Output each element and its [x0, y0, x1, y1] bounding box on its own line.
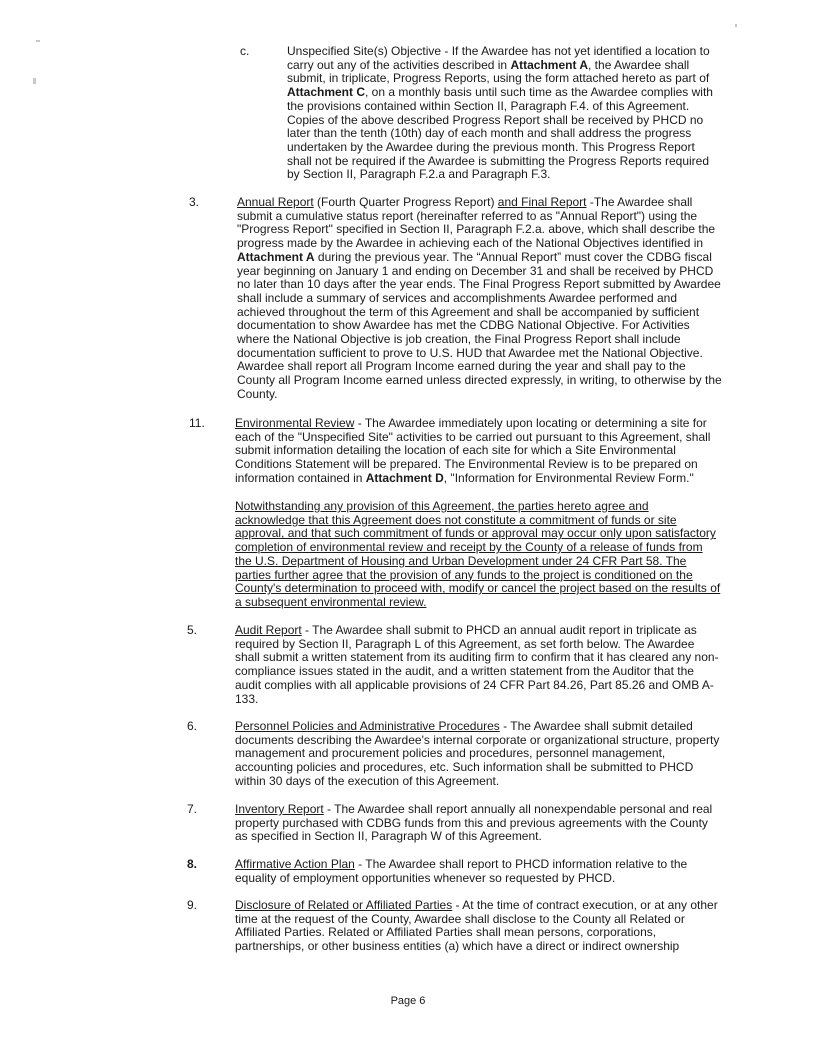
item-c-line: undertaken by the Awardee during the previous month. This Progress Report — [287, 139, 695, 154]
item-c-line: Unspecified Site(s) Objective - If the Awardee has not yet identified a location to — [287, 44, 710, 58]
item-11-paragraph — [235, 417, 724, 486]
item-3-line: no later than 10 days after the year ends. The Final Progress Report submitted by Awardee — [237, 277, 721, 292]
item-3-line: Attachment A during the previous year. The “Annual Report” must cover the CDBG fiscal — [237, 249, 712, 264]
item-9-paragraph — [235, 899, 723, 954]
item-3-line: documentation sufficient to prove to U.S. HUD that Awardee met the National Objective. — [237, 345, 703, 360]
item-6-line: documents describing the Awardee's internal corporate or organizational structure, property — [235, 732, 720, 747]
item-5-number: 5. — [187, 623, 198, 637]
item-9-line: time at the request of the County, Awardee shall disclose to the County all Related or — [235, 911, 685, 926]
item-11-note-line: County's determination to proceed with, modify or cancel the project based on the results of — [235, 581, 721, 596]
item-3-line: Awardee shall report all Program Income earned during the year and shall pay to the — [237, 359, 686, 374]
item-3-line: submit a cumulative status report (hereinafter referred to as "Annual Report") using the — [237, 208, 698, 223]
item-c-line: the provisions contained within Section II, Paragraph F.4. of this Agreement. — [287, 98, 690, 113]
item-3-number: 3. — [189, 195, 200, 209]
item-3-line: County all Program Income earned unless directed expressly, in writing, to otherwise by the — [237, 373, 722, 388]
item-3-line: documentation to show Awardee has met the CDBG National Objective. For Activities — [237, 318, 690, 333]
item-11-note-line: a subsequent environmental review. — [235, 594, 427, 609]
item-c-line: by Section II, Paragraph F.2.a and Paragraph F.3. — [287, 167, 551, 182]
item-6-line: accounting policies and procedures, etc. Such information shall be submitted to PHCD — [235, 760, 694, 775]
item-3-line: year beginning on January 1 and ending on December 31 and shall be received by PHCD — [237, 263, 714, 278]
item-11-note-line: Notwithstanding any provision of this Agreement, the parties hereto agree and — [235, 499, 649, 513]
item-5-paragraph — [235, 624, 723, 706]
item-5-line: required by Section II, Paragraph L of this Agreement, as set forth below. The Awardee — [235, 636, 695, 651]
item-c-line: Attachment C, on a monthly basis until such time as the Awardee complies with — [287, 85, 713, 100]
item-c-line: Copies of the above described Progress Report shall be received by PHCD no — [287, 112, 704, 127]
item-9-title: Disclosure of Related or Affiliated Parties — [235, 898, 453, 912]
item-c-marker: c. — [240, 44, 250, 58]
item-3-line: where the National Objective is job creation, the Final Progress Report shall include — [237, 332, 681, 347]
item-9-number: 9. — [187, 898, 198, 912]
item-9-line: partnerships, or other business entities (a) which have a direct or indirect ownership — [235, 939, 680, 954]
item-6-line: within 30 days of the execution of this Agreement. — [235, 773, 500, 788]
item-5-line: Audit Report - The Awardee shall submit to PHCD an annual audit report in triplicate as — [235, 623, 697, 637]
item-11-line: submit information detailing the location of each site for which a Site Environmental — [235, 443, 676, 458]
item-11-note-line: completion of environmental review and receipt by the County of a release of funds from — [235, 540, 703, 555]
item-9-line: Affiliated Parties. Related or Affiliated Parties shall mean persons, corporations, — [235, 925, 657, 940]
item-3-paragraph — [237, 196, 725, 402]
scan-speck — [33, 78, 36, 84]
item-11-note-line: approval, and that such commitment of funds or approval may occur only upon satisfactory — [235, 526, 716, 541]
item-5-line: shall submit a written statement from its auditing firm to confirm that it has cleared any non- — [235, 650, 719, 665]
item-5-line: audit complies with all applicable provisions of 24 CFR Part 84.26, Part 85.26 and OMB A- — [235, 677, 714, 692]
item-c-line: later than the tenth (10th) day of each month and shall address the progress — [287, 126, 692, 141]
item-c-line: shall not be required if the Awardee is submitting the Progress Reports required — [287, 153, 710, 168]
item-6-paragraph — [235, 720, 723, 789]
item-c-line: submit, in triplicate, Progress Reports, using the form attached hereto as part of — [287, 71, 710, 86]
item-7-title: Inventory Report — [235, 802, 324, 816]
item-3-line: progress made by the Awardee in achieving each of the National Objectives identified in — [237, 236, 704, 251]
item-8-number: 8. — [187, 857, 198, 871]
item-7-line: property purchased with CDBG funds from this and previous agreements with the County — [235, 815, 708, 830]
item-7-number: 7. — [187, 802, 198, 816]
item-7-line: as specified in Section II, Paragraph W of this Agreement. — [235, 829, 542, 844]
item-11-line: Environmental Review - The Awardee immediately upon locating or determining a site for — [235, 416, 707, 430]
item-3-line: achieved throughout the term of this Agreement and shall be accompanied by sufficient — [237, 304, 700, 319]
item-5-title: Audit Report — [235, 623, 302, 637]
item-11-note-line: acknowledge that this Agreement does not constitute a commitment of funds or site — [235, 512, 677, 527]
item-c-paragraph — [287, 45, 727, 182]
item-11-note — [235, 500, 724, 610]
item-11-title: Environmental Review — [235, 416, 355, 430]
item-8-line: Affirmative Action Plan - The Awardee shall report to PHCD information relative to the — [235, 857, 688, 871]
item-5-line: 133. — [235, 691, 259, 706]
item-8-line: equality of employment opportunities whenever so requested by PHCD. — [235, 870, 616, 885]
item-11-line: Conditions Statement will be prepared. The Environmental Review is to be prepared on — [235, 457, 698, 472]
item-8-title: Affirmative Action Plan — [235, 857, 355, 871]
item-6-number: 6. — [187, 719, 198, 733]
item-11-note-line: parties further agree that the provision of any funds to the project is conditioned on the — [235, 567, 693, 582]
item-3-title-2: and Final Report — [497, 195, 587, 209]
item-5-line: compliance issues stated in the audit, and a written statement from the Auditor that the — [235, 664, 694, 679]
item-3-line: County. — [237, 386, 278, 401]
item-7-line: Inventory Report - The Awardee shall report annually all nonexpendable personal and real — [235, 802, 713, 816]
item-11-note-line: the U.S. Department of Housing and Urban Development under 24 CFR Part 58. The — [235, 553, 687, 568]
item-6-line: Personnel Policies and Administrative Procedures - The Awardee shall submit detailed — [235, 719, 693, 733]
item-c-line: carry out any of the activities described in Attachment A, the Awardee shall — [287, 57, 690, 72]
item-3-line: "Progress Report" specified in Section II, Paragraph F.2.a. above, which shall describe the — [237, 222, 716, 237]
scan-speck — [36, 40, 40, 42]
page-number: Page 6 — [390, 995, 426, 1007]
item-6-line: management and procurement policies and procedures, personnel management, — [235, 746, 666, 761]
item-8-paragraph — [235, 858, 723, 885]
item-11-line: each of the "Unspecified Site" activities to be carried out pursuant to this Agreement, shall — [235, 429, 711, 444]
item-11-line: information contained in Attachment D, "Information for Environmental Review Form." — [235, 470, 694, 485]
item-7-paragraph — [235, 803, 723, 844]
item-11-number: 11. — [189, 416, 205, 430]
item-3-line: Annual Report (Fourth Quarter Progress Report) and Final Report -The Awardee shall — [237, 195, 693, 209]
item-3-title: Annual Report — [237, 195, 314, 209]
scan-speck — [735, 24, 737, 27]
item-3-line: shall include a summary of services and accomplishments Awardee performed and — [237, 290, 677, 305]
item-6-title: Personnel Policies and Administrative Procedures — [235, 719, 500, 733]
item-9-line: Disclosure of Related or Affiliated Parties - At the time of contract execution, or at any other — [235, 898, 718, 912]
